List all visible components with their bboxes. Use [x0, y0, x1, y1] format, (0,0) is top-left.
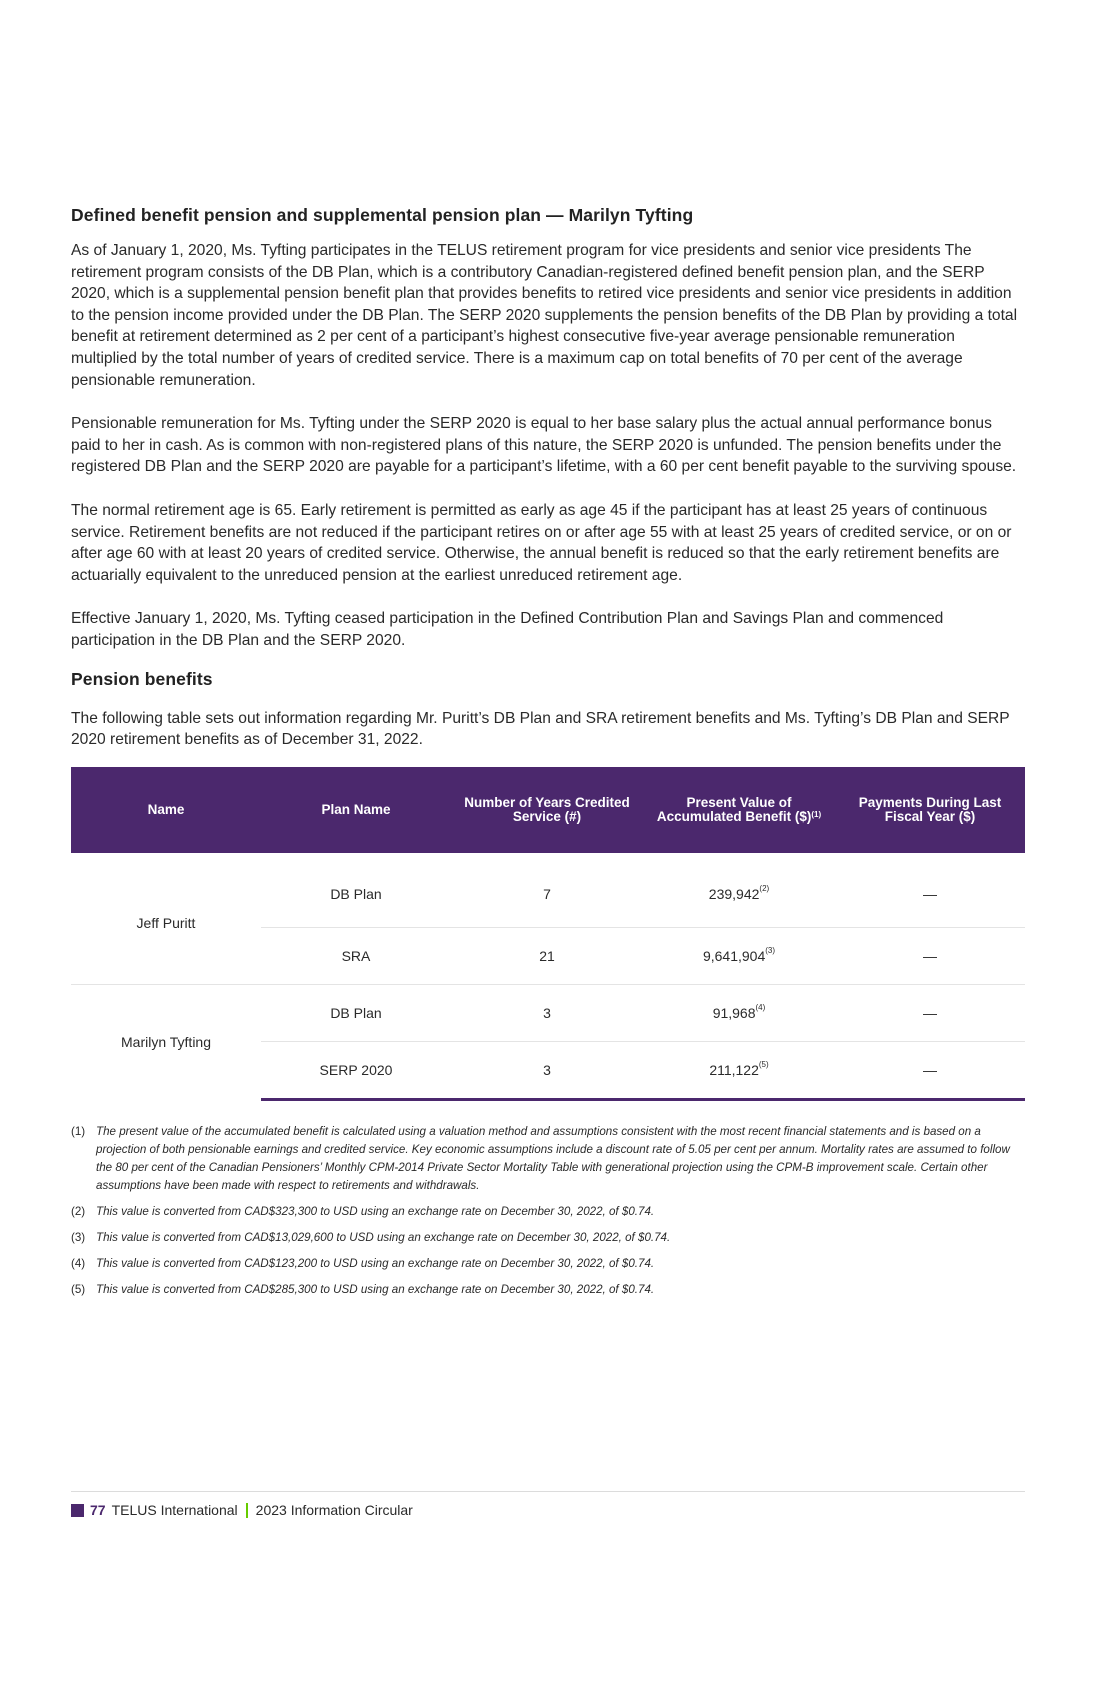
- col-header-name: Name: [71, 767, 261, 853]
- years-credited: 21: [451, 927, 643, 984]
- page-content: [71, 205, 1025, 1307]
- paragraph: As of January 1, 2020, Ms. Tyfting participates in the TELUS retirement program for vice presidents and senior vice presidents The retirement program consists of the DB Plan, which is a contributory Canadian-registered defined benefit pension plan, and the SERP 2020, which is a supplemental pension benefit plan that provides benefits to retired vice presidents and senior vice presidents in addition to the pension income provided under the DB Plan. The SERP 2020 supplements the pension benefits of the DB Plan by providing a total benefit at retirement determined as 2 per cent of a participant’s highest consecutive five-year average pensionable remuneration multiplied by the total number of years of credited service. There is a maximum cap on total benefits of 70 per cent of the average pensionable remuneration.: [71, 242, 1018, 389]
- footnote-text: This value is converted from CAD$285,300 to USD using an exchange rate on December 30, 2022, of $0.74.: [96, 1282, 655, 1296]
- footer-company: TELUS International: [111, 1502, 238, 1518]
- col-header-payments: Payments During Last Fiscal Year ($): [835, 767, 1025, 853]
- present-value-amount: 211,122: [709, 1061, 759, 1078]
- footnote-number: (5): [71, 1282, 86, 1296]
- footnote-text: This value is converted from CAD$123,200 to USD using an exchange rate on December 30, 2022, of $0.74.: [96, 1256, 655, 1270]
- footnote-number: (3): [71, 1230, 86, 1244]
- col-header-years: Number of Years Credited Service (#): [451, 767, 643, 853]
- person-name: Jeff Puritt: [136, 914, 196, 931]
- paragraph: Effective January 1, 2020, Ms. Tyfting ceased participation in the Defined Contribution Plan and Savings Plan and commenced participation in the DB Plan and the SERP 2020.: [71, 610, 944, 649]
- payments: —: [835, 984, 1025, 1041]
- footnote-ref: (5): [758, 1059, 769, 1069]
- page-footer: [71, 1502, 413, 1518]
- footnote-number: (1): [71, 1124, 86, 1138]
- plan-name: SRA: [261, 927, 451, 984]
- present-value: [643, 853, 835, 928]
- section-heading-tyfting: Defined benefit pension and supplemental pension plan — Marilyn Tyfting: [71, 205, 694, 225]
- years-credited: 3: [451, 1041, 643, 1099]
- footnotes: [71, 1123, 1025, 1299]
- present-value-amount: 91,968: [712, 1004, 756, 1021]
- footnote-ref: (4): [755, 1002, 766, 1012]
- col-header-plan: Plan Name: [261, 767, 451, 853]
- footer-document-title: 2023 Information Circular: [255, 1502, 413, 1518]
- footnote-ref: (2): [759, 884, 770, 894]
- col-header-present-value: [643, 767, 835, 853]
- page-number: 77: [90, 1502, 106, 1518]
- footnote: [71, 1123, 1025, 1195]
- footnote-ref: (3): [765, 945, 776, 955]
- payments: —: [923, 886, 937, 903]
- plan-name: DB Plan: [330, 886, 382, 903]
- footnote-ref: (1): [811, 809, 822, 819]
- payments: —: [835, 1041, 1025, 1099]
- footnote-text: This value is converted from CAD$323,300 to USD using an exchange rate on December 30, 2022, of $0.74.: [96, 1204, 655, 1218]
- present-value: [643, 1041, 835, 1099]
- paragraph: The normal retirement age is 65. Early retirement is permitted as early as age 45 if the participant has at least 25 years of continuous service. Retirement benefits are not reduced if the participant retires on or after age 55 with at least 25 years of credited service, or on or after age 60 with at least 20 years of credited service. Otherwise, the annual benefit is reduced so that the early retirement benefits are actuarially equivalent to the unreduced pension at the earliest unreduced retirement age.: [71, 501, 1012, 584]
- footnote-number: (4): [71, 1256, 86, 1270]
- plan-name: DB Plan: [261, 984, 451, 1041]
- present-value-amount: 9,641,904: [702, 947, 766, 964]
- footnote-text: The present value of the accumulated benefit is calculated using a valuation method and assumptions consistent with the most recent financial statements and is based on a projection of both pensionable earnings and credited service. Key economic assumptions include a discount rate of 5.05 per cent per annum. Mortality rates are assumed to follow the 80 per cent of the Canadian Pensioners’ Monthly CPM-2014 Private Sector Mortality Table with generational projection using the CPM-B improvement scale. Certain other assumptions have been made with respect to retirements and withdrawals.: [96, 1124, 1010, 1192]
- footer-divider: [71, 1491, 1025, 1492]
- col-header-present-value-label: Present Value of Accumulated Benefit ($): [656, 794, 812, 824]
- table-row: [71, 853, 1025, 928]
- footnote: [71, 1229, 1025, 1247]
- present-value: [643, 927, 835, 984]
- years-credited: 7: [543, 886, 551, 903]
- footer-square-icon: [71, 1504, 84, 1517]
- pension-benefits-table: [71, 767, 1025, 1101]
- footnote-number: (2): [71, 1204, 86, 1218]
- payments: —: [835, 927, 1025, 984]
- footnote: [71, 1281, 1025, 1299]
- present-value: [643, 984, 835, 1041]
- footer-separator: [246, 1503, 248, 1518]
- present-value-amount: 239,942: [708, 886, 760, 903]
- table-header-row: [71, 767, 1025, 853]
- years-credited: 3: [451, 984, 643, 1041]
- table-intro: The following table sets out information regarding Mr. Puritt’s DB Plan and SRA retirement benefits and Ms. Tyfting’s DB Plan and SERP 2020 retirement benefits as of December 31, 2022.: [71, 709, 1010, 749]
- footnote-text: This value is converted from CAD$13,029,600 to USD using an exchange rate on December 30, 2022, of $0.74.: [96, 1230, 671, 1244]
- footnote: [71, 1255, 1025, 1273]
- person-name: Marilyn Tyfting: [71, 984, 261, 1099]
- paragraph: Pensionable remuneration for Ms. Tyfting under the SERP 2020 is equal to her base salary plus the actual annual performance bonus paid to her in cash. As is common with non-registered plans of this nature, the SERP 2020 is unfunded. The pension benefits under the registered DB Plan and the SERP 2020 are payable for a participant’s lifetime, with a 60 per cent benefit payable to the surviving spouse.: [71, 415, 1017, 476]
- footnote: [71, 1203, 1025, 1221]
- table-row: [71, 984, 1025, 1041]
- section-heading-pension-benefits: Pension benefits: [71, 668, 213, 689]
- plan-name: SERP 2020: [261, 1041, 451, 1099]
